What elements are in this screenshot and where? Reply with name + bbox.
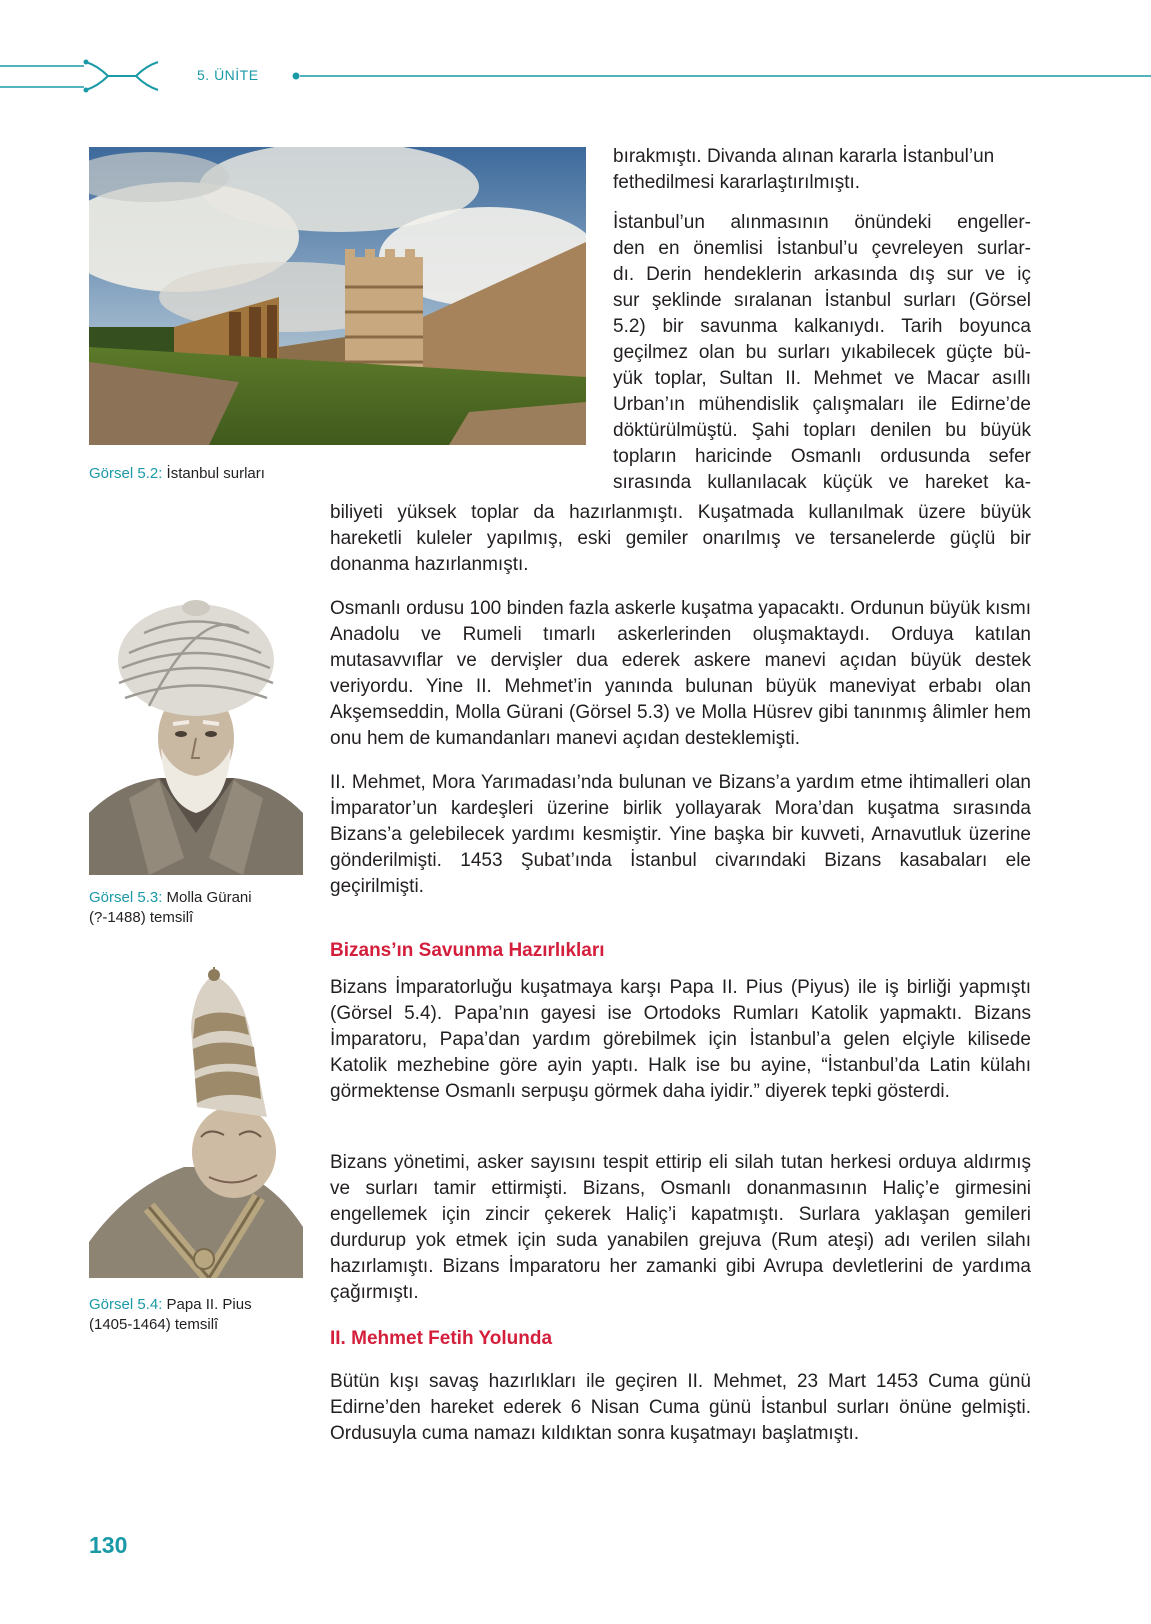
paragraph-6: Bizans yönetimi, asker sayısını tespit ettirip eli silah tutan herkesi orduya aldırmış ve surları tamir ettirmişti. Bizans, Osmanlı donanmasının Haliç’e girmesini engellemek için zincir çekerek Haliç’i kapatmıştı. Surlara yaklaşan gemileri durdurup yok etmek için suda yanabilen grejuva (Rum ateşi) adı verilen silahı hazırlamıştı. Bizans İmparatoru her zamanki gibi Avrupa devletlerini de yardıma çağırmıştı.	[330, 1152, 1031, 1303]
figure-label: Görsel 5.3:	[89, 889, 163, 906]
figure-caption-text: (1405-1464) temsilî	[89, 1316, 219, 1333]
paragraph-3: Osmanlı ordusu 100 binden fazla askerle kuşatma yapacaktı. Ordunun büyük kısmı Anadolu ve Rumeli tımarlı askerlerinden oluşmaktaydı. Orduya katılan mutasavvıflar ve dervişler dua ederek askere manevi açıdan büyük destek veriyordu. Yine II. Mehmet’in yanında bulunan büyük maneviyat erbabı olan Akşemseddin, Molla Gürani (Görsel 5.3) ve Molla Hüsrev gibi tanınmış âlimler hem onu hem de kumandanları manevi açıdan desteklemişti.	[330, 598, 1031, 749]
page-number: 130	[89, 1532, 128, 1558]
text-line: 5.2) bir savunma kalkanıydı. Tarih boyunca	[613, 316, 1031, 337]
figure-caption-text: (?-1488) temsilî	[89, 909, 194, 926]
section-heading-mehmet-conquest: II. Mehmet Fetih Yolunda	[330, 1328, 553, 1349]
text-line: döktürülmüştü. Şahi topları denilen bu büyük	[613, 420, 1031, 441]
text-line: bırakmıştı. Divanda alınan kararla İstanbul’un	[613, 146, 995, 167]
figure-caption-text: İstanbul surları	[166, 465, 265, 482]
figure-5-3-caption	[89, 888, 252, 928]
text-line: İstanbul’un alınmasının önündeki engeller-	[613, 212, 1031, 233]
section-heading-bizans-defense: Bizans’ın Savunma Hazırlıkları	[330, 940, 605, 961]
paragraph-2-narrow	[613, 210, 1031, 496]
pope-pius-image	[89, 967, 303, 1278]
figure-label: Görsel 5.4:	[89, 1296, 163, 1313]
figure-label: Görsel 5.2:	[89, 465, 163, 482]
paragraph-7: Bütün kışı savaş hazırlıkları ile geçiren II. Mehmet, 23 Mart 1453 Cuma günü Edirne’den hareket ederek 6 Nisan Cuma günü İstanbul surları önüne gelmişti. Ordusuyla cuma namazı kıldıktan sonra kuşatmayı başlatmıştı.	[330, 1371, 1031, 1444]
text-line: yük toplar, Sultan II. Mehmet ve Macar asıllı	[613, 368, 1031, 389]
figure-5-4-caption	[89, 1295, 252, 1335]
text-line: geçilmez olan bu surları yıkabilecek güçte bü-	[613, 342, 1031, 363]
text-line: fethedilmesi kararlaştırılmıştı.	[613, 172, 861, 193]
figure-caption-text: Papa II. Pius	[166, 1296, 252, 1313]
molla-gurani-image	[89, 598, 303, 875]
unit-label: 5. ÜNİTE	[197, 67, 259, 83]
figure-5-2-caption	[89, 464, 265, 484]
text-line: Urban’ın mühendislik çalışmaları ile Edirne’de	[613, 394, 1031, 415]
paragraph-5: Bizans İmparatorluğu kuşatmaya karşı Papa II. Pius (Piyus) ile iş birliği yapmıştı (Görsel 5.4). Papa’nın gayesi ise Ortodoks Rumları Katolik yapmaktı. Bizans İmparatoru, Papa’dan yardım görebilmek için İstanbul’a gelen elçiyle kilisede Katolik mezhebine göre ayin yaptı. Halk ise bu ayine, “İstanbul’da Latin külahı görmektense Osmanlı serpuşu görmek daha iyidir.” diyerek tepki gösterdi.	[330, 977, 1031, 1102]
paragraph-4: II. Mehmet, Mora Yarımadası’nda bulunan ve Bizans’a yardım etme ihtimalleri olan İmparator’un kardeşleri üzerine birlik yollayarak Mora’dan kuşatma sırasında Bizans’a gelebilecek yardımı kesmiştir. Yine başka bir kuvveti, Arnavutluk üzerine gönderilmişti. 1453 Şubat’ında İstanbul civarındaki Bizans kasabaları ele geçirilmişti.	[330, 772, 1031, 897]
paragraph-1	[613, 144, 1031, 196]
header-ornament-icon	[0, 0, 1151, 120]
text-line: topların haricinde Osmanlı ordusunda sefer	[613, 446, 1031, 467]
istanbul-walls-image	[89, 147, 586, 445]
paragraph-2-wide: biliyeti yüksek toplar da hazırlanmıştı. Kuşatmada kullanılmak üzere büyük hareketli kuleler yapılmış, eski gemiler onarılmış ve tersanelerde güçlü bir donanma hazırlanmıştı.	[330, 502, 1031, 575]
text-line: den en önemlisi İstanbul’u çevreleyen surlar-	[613, 238, 1031, 259]
text-line: sırasında kullanılacak küçük ve hareket ka-	[613, 472, 1031, 493]
text-line: sur şeklinde sıralanan İstanbul surları (Görsel	[613, 290, 1031, 311]
page-header	[0, 0, 1151, 120]
text-line: dı. Derin hendeklerin arkasında dış sur ve iç	[613, 264, 1031, 285]
figure-caption-text: Molla Gürani	[166, 889, 252, 906]
